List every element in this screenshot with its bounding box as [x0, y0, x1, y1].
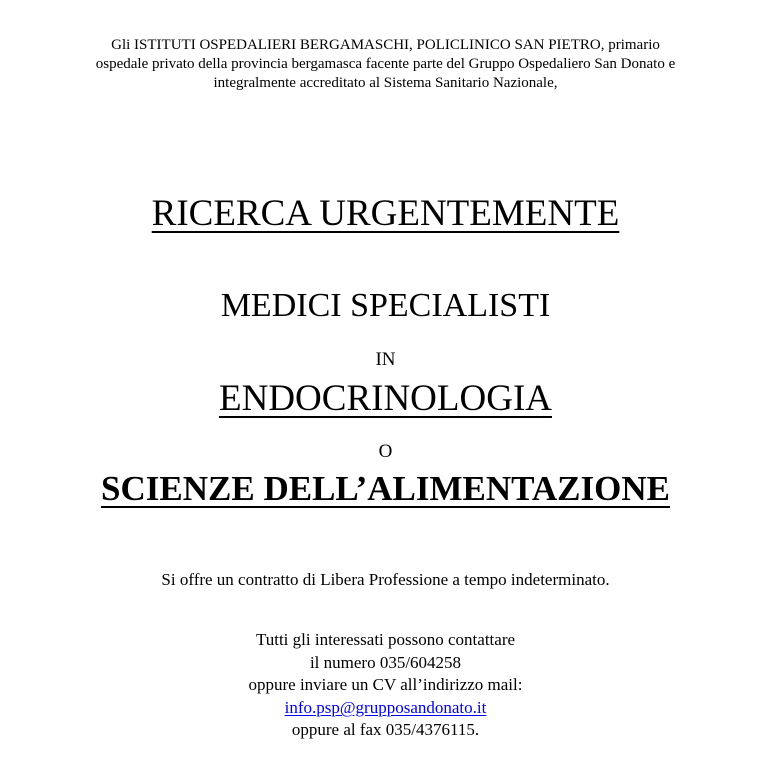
- headline-o: O: [378, 441, 393, 462]
- contact-phone: il numero 035/604258: [309, 652, 462, 672]
- headline-medici-specialisti: MEDICI SPECIALISTI: [220, 287, 551, 324]
- offer-text: Si offre un contratto di Libera Professione a tempo indeterminato.: [161, 570, 610, 589]
- intro-line-3: integralmente accreditato al Sistema Sanitario Nazionale,: [213, 75, 558, 91]
- headline-scienze-alimentazione: SCIENZE DELL’ALIMENTAZIONE: [101, 469, 670, 508]
- contact-line-1: Tutti gli interessati possono contattare: [255, 630, 516, 649]
- intro-line-1: Gli ISTITUTI OSPEDALIERI BERGAMASCHI, POLICLINICO SAN PIETRO, primario: [111, 37, 660, 53]
- headline-ricerca-urgentemente: RICERCA URGENTEMENTE: [151, 193, 620, 234]
- contact-line-3: oppure inviare un CV all’indirizzo mail:: [248, 675, 523, 695]
- contact-fax: oppure al fax 035/4376115.: [291, 720, 480, 740]
- email-link[interactable]: info.psp@grupposandonato.it: [284, 697, 487, 717]
- intro-paragraph: [30, 36, 741, 93]
- headline-in: IN: [375, 349, 396, 370]
- intro-line-2: ospedale privato della provincia bergamasca facente parte del Gruppo Ospedaliero San Donato e: [95, 56, 676, 72]
- headline-endocrinologia: ENDOCRINOLOGIA: [219, 378, 552, 419]
- contact-block: [0, 629, 771, 742]
